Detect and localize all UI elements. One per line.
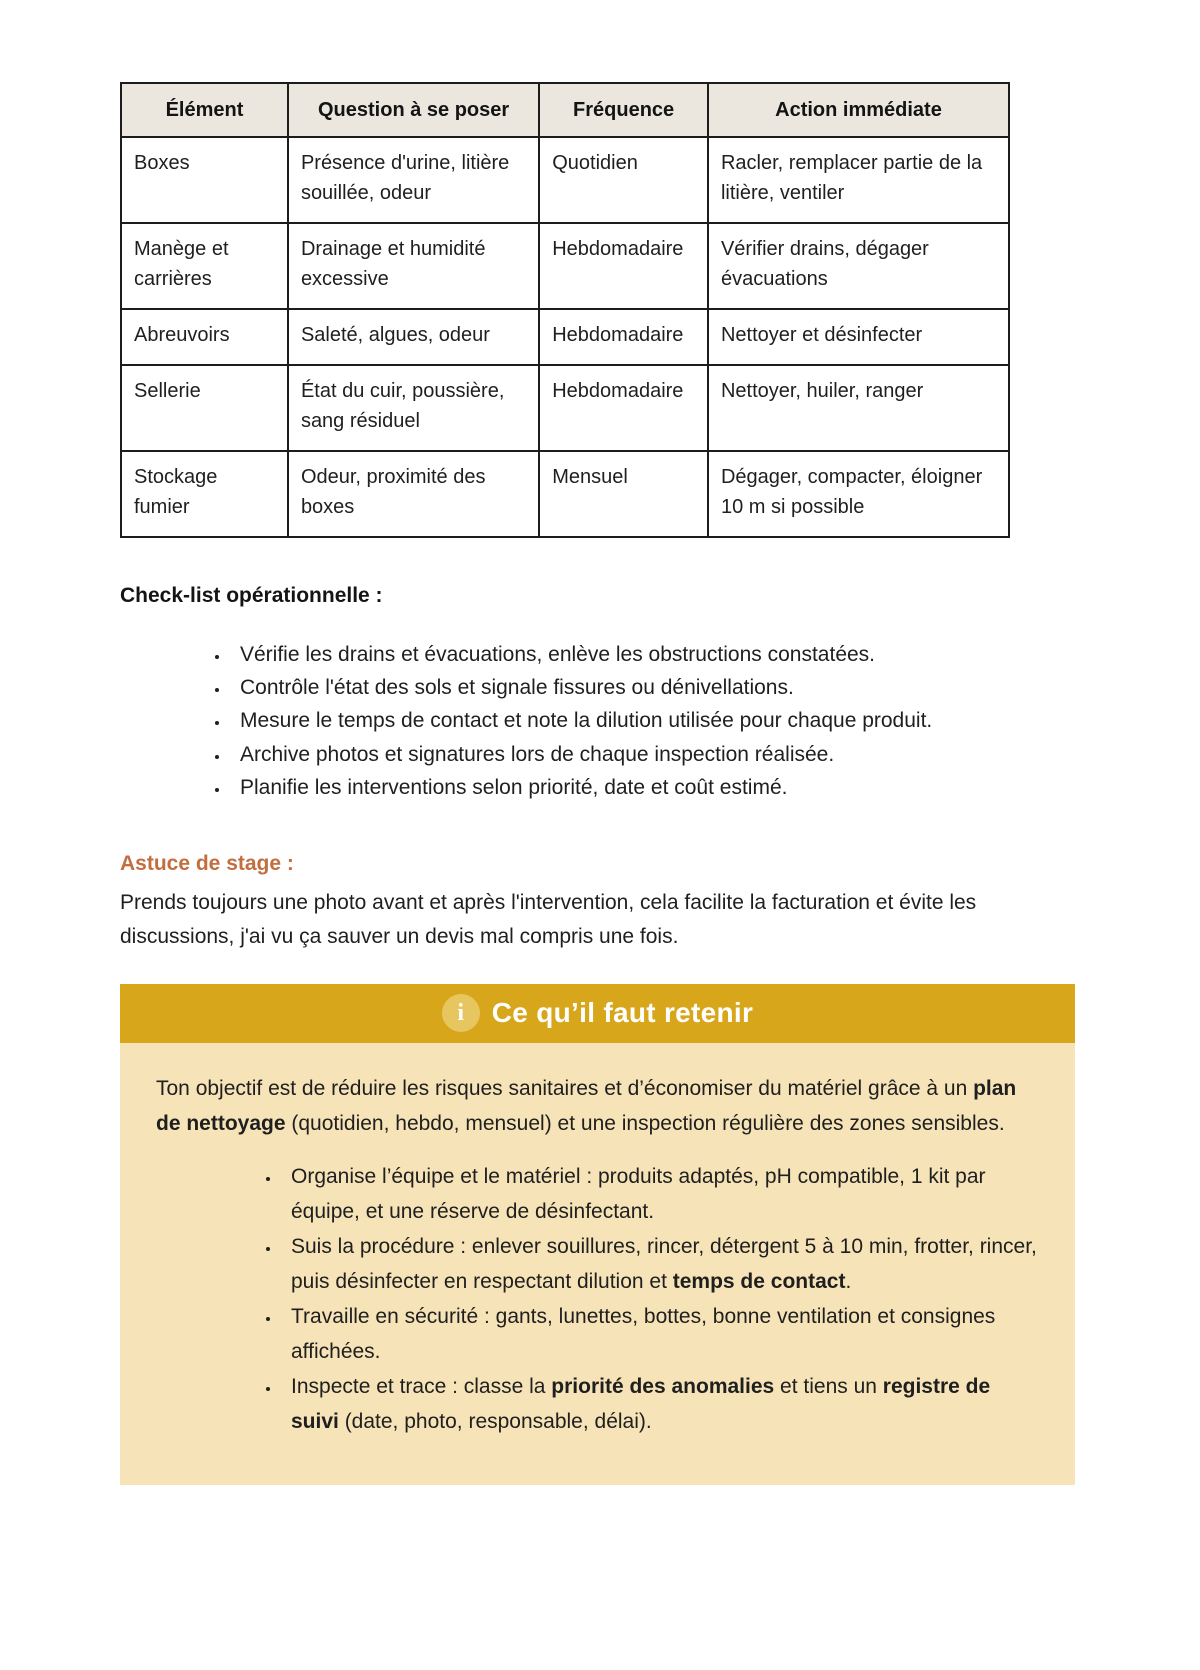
callout-item: • Inspecte et trace : classe la priorité des anomalies et tiens un registre de suivi (date, photo, responsable, délai). xyxy=(281,1369,1039,1439)
col-header-frequence: Fréquence xyxy=(539,83,708,137)
table-row xyxy=(121,365,1009,451)
callout-list xyxy=(156,1159,1039,1439)
table-row xyxy=(121,223,1009,309)
table-row xyxy=(121,137,1009,223)
cell-action: Racler, remplacer partie de la litière, ventiler xyxy=(708,137,1009,223)
cell-question: État du cuir, poussière, sang résiduel xyxy=(288,365,539,451)
info-icon: i xyxy=(442,994,480,1032)
checklist-title: Check-list opérationnelle : xyxy=(120,584,383,607)
callout-header xyxy=(120,984,1075,1043)
inspection-table xyxy=(120,82,1010,538)
cell-question: Drainage et humidité excessive xyxy=(288,223,539,309)
checklist-item: • Vérifie les drains et évacuations, enlève les obstructions constatées. xyxy=(230,638,1200,671)
cell-frequence: Hebdomadaire xyxy=(539,365,708,451)
callout-item: • Suis la procédure : enlever souillures, rincer, détergent 5 à 10 min, frotter, rincer, puis désinfecter en respectant dilution et temps de contact. xyxy=(281,1229,1039,1299)
col-header-element: Élément xyxy=(121,83,288,137)
cell-question: Odeur, proximité des boxes xyxy=(288,451,539,537)
astuce-text: Prends toujours une photo avant et après l'intervention, cela facilite la facturation et évite les discussions, j'ai vu ça sauver un devis mal compris une fois. xyxy=(120,890,977,948)
col-header-action: Action immédiate xyxy=(708,83,1009,137)
callout-title: Ce qu’il faut retenir xyxy=(491,997,754,1029)
cell-element: Sellerie xyxy=(121,365,288,451)
cell-action: Nettoyer et désinfecter xyxy=(708,309,1009,365)
cell-question: Saleté, algues, odeur xyxy=(288,309,539,365)
cell-action: Vérifier drains, dégager évacuations xyxy=(708,223,1009,309)
cell-element: Abreuvoirs xyxy=(121,309,288,365)
cell-element: Stockage fumier xyxy=(121,451,288,537)
cell-frequence: Mensuel xyxy=(539,451,708,537)
checklist-item: • Planifie les interventions selon priorité, date et coût estimé. xyxy=(230,771,1200,804)
cell-frequence: Hebdomadaire xyxy=(539,309,708,365)
callout-body xyxy=(120,1043,1075,1485)
checklist-item: • Mesure le temps de contact et note la dilution utilisée pour chaque produit. xyxy=(230,704,1200,737)
astuce-title: Astuce de stage : xyxy=(120,851,294,875)
table-header-row xyxy=(121,83,1009,137)
cell-element: Boxes xyxy=(121,137,288,223)
cell-action: Dégager, compacter, éloigner 10 m si possible xyxy=(708,451,1009,537)
callout-item: • Travaille en sécurité : gants, lunettes, bottes, bonne ventilation et consignes affichées. xyxy=(281,1299,1039,1369)
callout-intro: Ton objectif est de réduire les risques sanitaires et d’économiser du matériel grâce à un plan de nettoyage (quotidien, hebdo, mensuel) et une inspection régulière des zones sensibles. xyxy=(156,1076,1017,1135)
cell-action: Nettoyer, huiler, ranger xyxy=(708,365,1009,451)
checklist-item: • Archive photos et signatures lors de chaque inspection réalisée. xyxy=(230,738,1200,771)
checklist-item: • Contrôle l'état des sols et signale fissures ou dénivellations. xyxy=(230,671,1200,704)
cell-question: Présence d'urine, litière souillée, odeur xyxy=(288,137,539,223)
col-header-question: Question à se poser xyxy=(288,83,539,137)
cell-frequence: Hebdomadaire xyxy=(539,223,708,309)
table-row xyxy=(121,309,1009,365)
checklist xyxy=(0,638,1200,804)
cell-element: Manège et carrières xyxy=(121,223,288,309)
key-takeaways-callout xyxy=(120,984,1075,1485)
table-row xyxy=(121,451,1009,537)
callout-item: • Organise l’équipe et le matériel : produits adaptés, pH compatible, 1 kit par équipe, et une réserve de désinfectant. xyxy=(281,1159,1039,1229)
cell-frequence: Quotidien xyxy=(539,137,708,223)
